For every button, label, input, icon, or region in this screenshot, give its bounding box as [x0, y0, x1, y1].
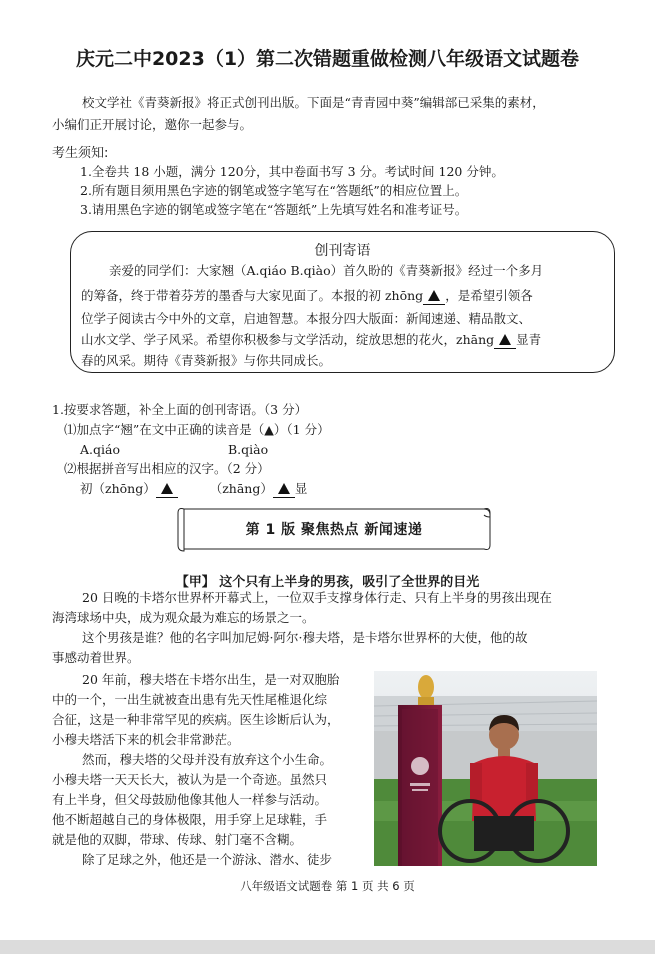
fill-line — [80, 481, 307, 498]
foreword-text: 的筹备，终于带着芬芳的墨香与大家见面了。本报的初 zhōng — [81, 288, 424, 303]
page-footer: 八年级语文试题卷 第 1 页 共 6 页 — [240, 879, 415, 893]
banner-text: 第 1 版 聚焦热点 新闻速递 — [245, 522, 423, 538]
notice-item: 2.所有题目须用黑色字迹的钢笔或签字笔写在“答题纸”的相应位置上。 — [80, 183, 468, 198]
fill-item-2: （zhāng） — [209, 481, 273, 496]
answer-blank — [494, 332, 516, 349]
foreword-line — [81, 288, 533, 305]
question-1-stem: 1.按要求答题，补全上面的创刊寄语。（3 分） — [52, 402, 308, 417]
article-line: 小穆夫塔一天天长大，被认为是一个奇迹。虽然只 — [52, 772, 328, 787]
triangle-marker-icon — [428, 290, 440, 301]
option-a: A.qiáo — [80, 442, 120, 457]
foreword-box — [70, 231, 615, 373]
section-banner — [176, 505, 492, 553]
article-line: 海湾球场中央，成为观众最为难忘的场景之一。 — [52, 610, 315, 625]
article-line: 除了足球之外，他还是一个游泳、潜水、徒步 — [82, 852, 333, 867]
article-line: 20 年前，穆夫塔在卡塔尔出生，是一对双胞胎 — [82, 672, 340, 687]
article-line: 事感动着世界。 — [52, 650, 140, 665]
foreword-text: ，是希望引领各 — [445, 288, 533, 303]
intro-line-2: 小编们正开展讨论，邀你一起参与。 — [52, 117, 253, 132]
foreword-text: 山水文学、学子风采。希望你积极参与文学活动，绽放思想的花火，zhāng — [81, 332, 495, 347]
fill-suffix: 显 — [294, 481, 308, 496]
boy-with-trophy-image — [374, 671, 597, 866]
page-title: 庆元二中2023（1）第二次错题重做检测八年级语文试题卷 — [75, 48, 580, 70]
fill-item-1: 初（zhōng） — [80, 481, 156, 496]
article-line: 然而，穆夫塔的父母并没有放弃这个小生命。 — [82, 752, 333, 767]
article-line: 有上半身，但父母鼓励他像其他人一样参与活动。 — [52, 792, 328, 807]
notice-item: 3.请用黑色字迹的钢笔或签字笔在“答题纸”上先填写姓名和准考证号。 — [80, 202, 468, 217]
article-line: 就是他的双脚，带球、传球、射门毫不含糊。 — [52, 832, 303, 847]
answer-blank — [273, 481, 295, 498]
article-line: 这个男孩是谁？他的名字叫加尼姆·阿尔·穆夫塔，是卡塔尔世界杯的大使，他的故 — [82, 630, 528, 645]
foreword-line — [81, 332, 541, 349]
triangle-marker-icon — [499, 334, 511, 345]
bottom-scrollbar-area — [0, 940, 655, 954]
article-line: 他不断超越自己的身体极限，用手穿上足球鞋，手 — [52, 812, 328, 827]
question-1-sub1: ⑴加点字“翘”在文中正确的读音是（▲）（1 分） — [64, 422, 330, 437]
question-1-sub2: ⑵根据拼音写出相应的汉字。（2 分） — [64, 461, 270, 476]
foreword-line: 亲爱的同学们：大家翘（A.qiáo B.qiào）首久盼的《青葵新报》经过一个多月 — [109, 263, 544, 278]
article-line: 合征，这是一种非常罕见的疾病。医生诊断后认为， — [52, 712, 340, 727]
article-heading: 【甲】 这个只有上半身的男孩，吸引了全世界的目光 — [175, 575, 480, 590]
triangle-marker-icon — [278, 483, 290, 494]
article-line: 20 日晚的卡塔尔世界杯开幕式上，一位双手支撑身体行走、只有上半身的男孩出现在 — [82, 590, 552, 605]
intro-line-1: 校文学社《青葵新报》将正式创刊出版。下面是“青青园中葵”编辑部已采集的素材， — [82, 95, 545, 110]
foreword-text: 显青 — [516, 332, 542, 347]
option-b: B.qiào — [228, 442, 269, 457]
answer-blank — [156, 481, 178, 498]
article-line: 中的一个，一出生就被查出患有先天性尾椎退化综 — [52, 692, 328, 707]
foreword-title: 创刊寄语 — [314, 243, 371, 259]
article-photo — [374, 671, 597, 866]
notice-item: 1.全卷共 18 小题，满分 120分，其中卷面书写 3 分。考试时间 120 分钟。 — [80, 164, 504, 179]
triangle-marker-icon — [161, 483, 173, 494]
article-line: 小穆夫塔活下来的机会非常渺茫。 — [52, 732, 240, 747]
notice-title: 考生须知: — [52, 146, 109, 161]
foreword-line: 春的风采。期待《青葵新报》与你共同成长。 — [81, 353, 332, 368]
foreword-line: 位学子阅读古今中外的文章，启迪智慧。本报分四大版面：新闻速递、精品散文、 — [81, 311, 532, 326]
answer-blank — [423, 288, 445, 305]
